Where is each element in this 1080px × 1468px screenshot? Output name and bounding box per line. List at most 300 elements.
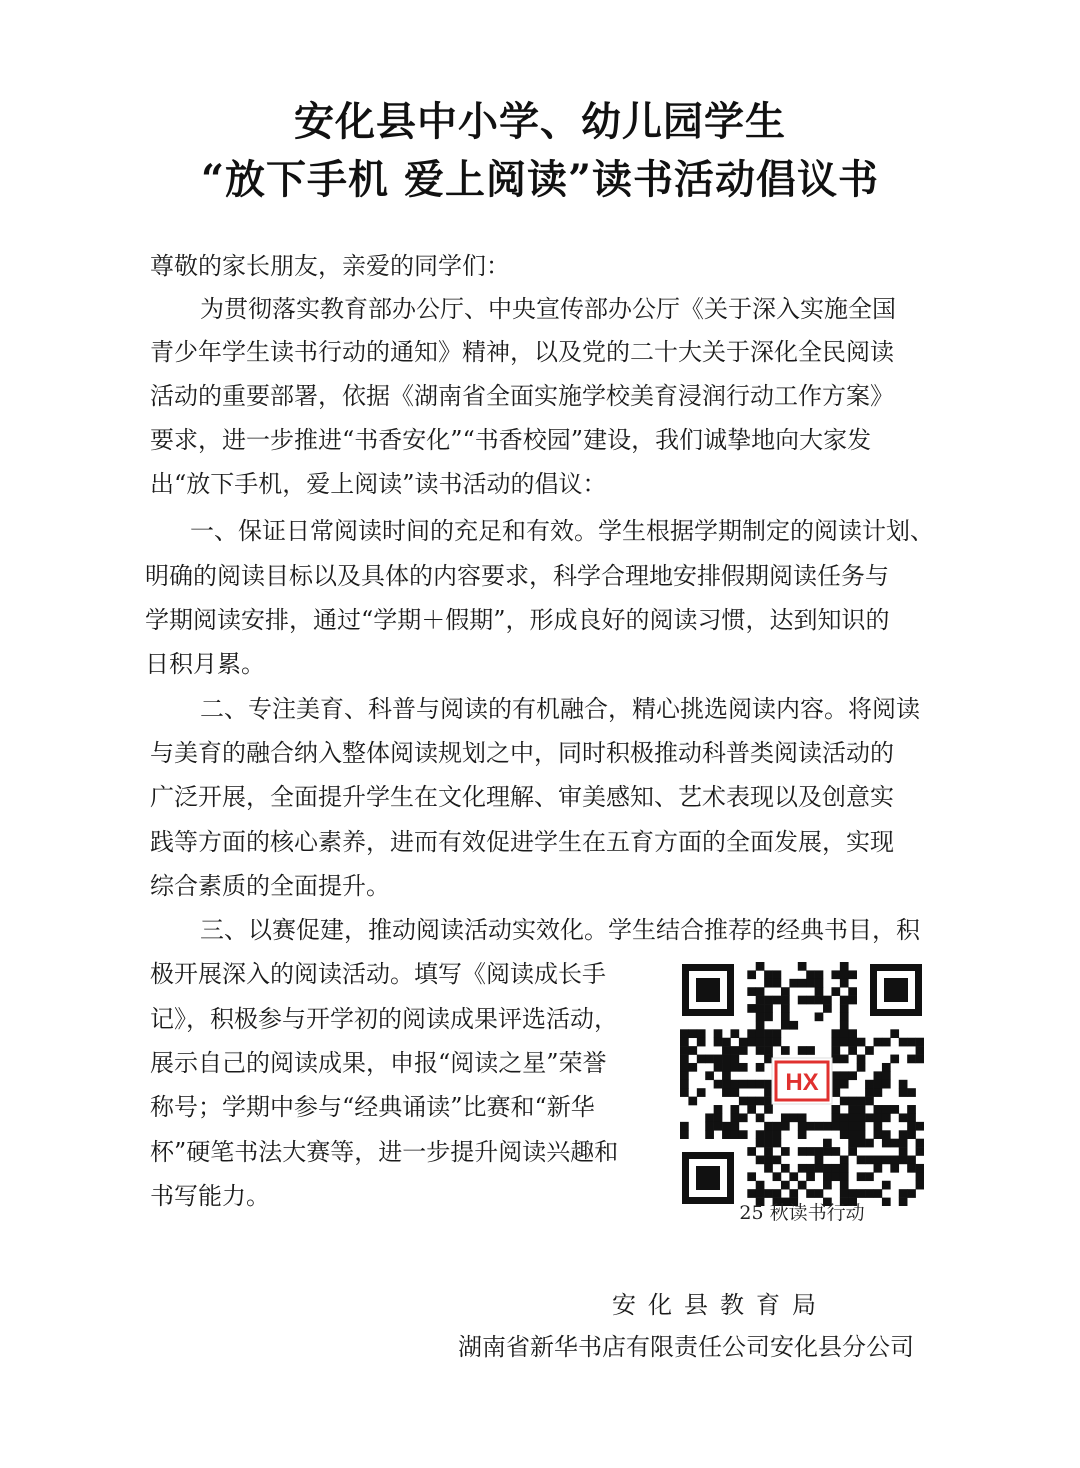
qr-module — [739, 1130, 748, 1139]
qr-module — [756, 1156, 765, 1165]
qr-module — [874, 1122, 883, 1131]
qr-module — [865, 1113, 874, 1122]
qr-module — [865, 1172, 874, 1181]
qr-module — [747, 987, 756, 996]
qr-module — [848, 1105, 857, 1114]
qr-module — [730, 1063, 739, 1072]
qr-module — [848, 1046, 857, 1055]
body-line: 明确的阅读目标以及具体的内容要求，科学合理地安排假期阅读任务与 — [145, 562, 889, 590]
qr-module — [865, 1156, 874, 1165]
qr-module — [756, 1097, 765, 1106]
qr-module — [823, 1139, 832, 1148]
qr-module — [714, 1038, 723, 1047]
qr-module — [848, 1139, 857, 1148]
qr-module — [840, 1021, 849, 1030]
qr-module — [848, 1122, 857, 1131]
qr-module — [714, 1122, 723, 1131]
qr-module — [848, 1130, 857, 1139]
qr-module — [730, 1130, 739, 1139]
qr-module — [899, 1189, 908, 1198]
qr-module — [680, 1122, 689, 1131]
qr-module — [831, 1122, 840, 1131]
qr-logo-text: HX — [785, 1069, 819, 1096]
body-line: 为贯彻落实教育部办公厅、中央宣传部办公厅《关于深入实施全国 — [200, 295, 896, 323]
qr-module — [764, 1139, 773, 1148]
body-line: 广泛开展，全面提升学生在文化理解、审美感知、艺术表现以及创意实 — [150, 783, 894, 811]
qr-module — [840, 1097, 849, 1106]
qr-module — [916, 1139, 924, 1148]
qr-module — [840, 1156, 849, 1165]
qr-module — [831, 1029, 840, 1038]
qr-module — [730, 1122, 739, 1131]
qr-module — [890, 1156, 899, 1165]
qr-module — [848, 1029, 857, 1038]
qr-module — [688, 1063, 697, 1072]
qr-module — [714, 1055, 723, 1064]
qr-module — [815, 970, 824, 979]
qr-module — [680, 1029, 689, 1038]
qr-module — [899, 1147, 908, 1156]
qr-module — [815, 1012, 824, 1021]
qr-module — [789, 1189, 798, 1198]
qr-module — [705, 1122, 714, 1131]
qr-module — [739, 1063, 748, 1072]
qr-module — [798, 1113, 807, 1122]
qr-module — [697, 1055, 706, 1064]
qr-module — [823, 996, 832, 1005]
qr-module — [756, 1139, 765, 1148]
qr-module — [882, 1139, 891, 1148]
qr-module — [773, 1122, 782, 1131]
qr-module — [815, 1164, 824, 1173]
qr-module — [781, 1021, 790, 1030]
qr-module — [831, 1071, 840, 1080]
qr-module — [831, 1105, 840, 1114]
body-line: 三、以赛促建，推动阅读活动实效化。学生结合推荐的经典书目，积 — [200, 916, 920, 944]
qr-module — [857, 1063, 866, 1072]
qr-module — [815, 1147, 824, 1156]
qr-module — [916, 1172, 924, 1181]
qr-module — [730, 1029, 739, 1038]
qr-module — [882, 1113, 891, 1122]
qr-module — [714, 1029, 723, 1038]
qr-module — [722, 1080, 731, 1089]
qr-module — [764, 1046, 773, 1055]
qr-module — [806, 1046, 815, 1055]
qr-module — [781, 1181, 790, 1190]
qr-module — [874, 1156, 883, 1165]
body-line: 践等方面的核心素养，进而有效促进学生在五育方面的全面发展，实现 — [150, 828, 894, 856]
qr-module — [798, 1164, 807, 1173]
qr-module — [840, 1130, 849, 1139]
qr-module — [874, 1105, 883, 1114]
qr-module — [874, 1088, 883, 1097]
qr-module — [916, 1164, 924, 1173]
qr-module — [882, 1071, 891, 1080]
qr-module — [840, 1164, 849, 1173]
qr-module — [882, 1038, 891, 1047]
qr-module — [840, 1012, 849, 1021]
qr-module — [764, 996, 773, 1005]
qr-module — [756, 987, 765, 996]
qr-module — [848, 987, 857, 996]
qr-module — [899, 1088, 908, 1097]
qr-module — [806, 1172, 815, 1181]
body-line: 记》，积极参与开学初的阅读成果评选活动， — [150, 1005, 618, 1033]
qr-module — [781, 1164, 790, 1173]
qr-module — [739, 1046, 748, 1055]
qr-module — [823, 1181, 832, 1190]
qr-module — [773, 1130, 782, 1139]
qr-module — [747, 1080, 756, 1089]
qr-module — [899, 1139, 908, 1148]
qr-module — [857, 1038, 866, 1047]
body-line: 学期阅读安排，通过“学期＋假期”，形成良好的阅读习惯，达到知识的 — [145, 606, 890, 634]
qr-module — [764, 1156, 773, 1165]
qr-module — [756, 1004, 765, 1013]
qr-module — [890, 1105, 899, 1114]
qr-module — [882, 1063, 891, 1072]
qr-module — [705, 1071, 714, 1080]
qr-module — [781, 1046, 790, 1055]
qr-module — [739, 1113, 748, 1122]
qr-module — [848, 1097, 857, 1106]
qr-module — [831, 1113, 840, 1122]
qr-module — [857, 1139, 866, 1148]
qr-module — [756, 1189, 765, 1198]
qr-module — [907, 1113, 916, 1122]
qr-module — [680, 1046, 689, 1055]
qr-module — [798, 996, 807, 1005]
qr-module — [882, 1080, 891, 1089]
qr-module — [823, 1172, 832, 1181]
qr-module — [874, 1113, 883, 1122]
qr-module — [840, 1004, 849, 1013]
qr-module — [747, 1147, 756, 1156]
qr-module — [874, 1130, 883, 1139]
qr-module — [756, 1113, 765, 1122]
qr-module — [730, 1088, 739, 1097]
qr-module — [907, 1156, 916, 1165]
qr-module — [781, 1113, 790, 1122]
qr-module — [806, 979, 815, 988]
qr-module — [840, 979, 849, 988]
qr-module — [857, 1122, 866, 1131]
qr-module — [848, 1038, 857, 1047]
qr-module — [848, 970, 857, 979]
qr-module — [680, 1080, 689, 1089]
qr-module — [798, 1147, 807, 1156]
body-line: 杯”硬笔书法大赛等，进一步提升阅读兴趣和 — [150, 1138, 619, 1166]
qr-module — [764, 1164, 773, 1173]
qr-module — [680, 1038, 689, 1047]
qr-module — [823, 1122, 832, 1131]
qr-module — [840, 1113, 849, 1122]
qr-module — [714, 1105, 723, 1114]
qr-module — [916, 1147, 924, 1156]
qr-module — [806, 1122, 815, 1131]
qr-code-graphic — [680, 962, 924, 1206]
qr-module — [823, 1004, 832, 1013]
qr-module — [781, 996, 790, 1005]
qr-module — [882, 1181, 891, 1190]
qr-module — [747, 1105, 756, 1114]
qr-module — [815, 1189, 824, 1198]
qr-module — [730, 1105, 739, 1114]
qr-module — [714, 1113, 723, 1122]
qr-module — [764, 1122, 773, 1131]
qr-module — [899, 1038, 908, 1047]
signature-org-2: 湖南省新华书店有限责任公司安化县分公司 — [458, 1333, 914, 1361]
qr-module — [798, 1181, 807, 1190]
qr-module — [865, 1189, 874, 1198]
qr-module — [773, 1038, 782, 1047]
qr-module — [857, 1130, 866, 1139]
qr-module — [907, 1122, 916, 1131]
qr-module — [840, 962, 849, 971]
body-line: 极开展深入的阅读活动。填写《阅读成长手 — [150, 960, 606, 988]
qr-module — [882, 1130, 891, 1139]
body-line: 要求，进一步推进“书香安化”“书香校园”建设，我们诚挚地向大家发 — [150, 426, 872, 454]
qr-module — [831, 1055, 840, 1064]
qr-module — [730, 1113, 739, 1122]
qr-module — [798, 1130, 807, 1139]
qr-module — [907, 1038, 916, 1047]
qr-module — [722, 1063, 731, 1072]
qr-module — [739, 1038, 748, 1047]
qr-module — [865, 1088, 874, 1097]
qr-module — [764, 1147, 773, 1156]
qr-module — [730, 1046, 739, 1055]
qr-module — [756, 1181, 765, 1190]
qr-module — [789, 1021, 798, 1030]
qr-module — [756, 962, 765, 971]
qr-module — [739, 1097, 748, 1106]
qr-module — [756, 1080, 765, 1089]
qr-module — [756, 1012, 765, 1021]
qr-module — [907, 1105, 916, 1114]
qr-module — [916, 1046, 924, 1055]
qr-module — [865, 1046, 874, 1055]
qr-module — [831, 1046, 840, 1055]
qr-module — [764, 970, 773, 979]
qr-module — [865, 1080, 874, 1089]
qr-module — [722, 1122, 731, 1131]
body-line: 展示自己的阅读成果，申报“阅读之星”荣誉 — [150, 1049, 607, 1077]
qr-module — [756, 1130, 765, 1139]
qr-module — [831, 1038, 840, 1047]
qr-module — [899, 1080, 908, 1089]
qr-module — [840, 970, 849, 979]
qr-module — [874, 1038, 883, 1047]
qr-module — [840, 1038, 849, 1047]
qr-module — [865, 1097, 874, 1106]
qr-module — [840, 1122, 849, 1131]
title-line-1: 安化县中小学、幼儿园学生 — [294, 98, 786, 145]
qr-module — [739, 1080, 748, 1089]
qr-module — [756, 1063, 765, 1072]
qr-module — [848, 1071, 857, 1080]
qr-module — [806, 970, 815, 979]
qr-module — [680, 1130, 689, 1139]
qr-module — [857, 1189, 866, 1198]
body-line: 一、保证日常阅读时间的充足和有效。学生根据学期制定的阅读计划、 — [190, 517, 934, 545]
body-line: 称号；学期中参与“经典诵读”比赛和“新华 — [150, 1093, 595, 1121]
qr-module — [756, 1021, 765, 1030]
qr-module — [714, 1063, 723, 1072]
qr-module — [764, 979, 773, 988]
qr-module — [764, 1038, 773, 1047]
qr-module — [773, 979, 782, 988]
qr-module — [756, 1038, 765, 1047]
qr-module — [798, 962, 807, 971]
qr-module — [823, 1147, 832, 1156]
qr-module — [722, 1046, 731, 1055]
qr-module — [890, 1139, 899, 1148]
body-line: 出“放下手机，爱上阅读”读书活动的倡议： — [150, 470, 607, 498]
qr-module — [907, 1164, 916, 1173]
qr-module — [705, 1113, 714, 1122]
qr-module — [781, 1012, 790, 1021]
qr-module — [831, 970, 840, 979]
qr-module — [815, 987, 824, 996]
qr-module — [697, 1029, 706, 1038]
qr-module — [865, 1139, 874, 1148]
qr-module — [747, 970, 756, 979]
qr-module — [773, 970, 782, 979]
qr-module — [840, 1181, 849, 1190]
qr-module — [773, 996, 782, 1005]
body-line: 活动的重要部署，依据《湖南省全面实施学校美育浸润行动工作方案》 — [150, 382, 894, 410]
qr-module — [907, 1189, 916, 1198]
qr-module — [890, 1164, 899, 1173]
qr-module — [806, 1147, 815, 1156]
qr-module — [857, 1105, 866, 1114]
qr-module — [840, 1071, 849, 1080]
qr-code[interactable] — [680, 962, 924, 1206]
qr-module — [781, 1147, 790, 1156]
qr-module — [831, 1172, 840, 1181]
qr-module — [831, 987, 840, 996]
qr-module — [722, 1130, 731, 1139]
qr-module — [831, 1147, 840, 1156]
qr-module — [840, 1189, 849, 1198]
qr-module — [773, 1172, 782, 1181]
qr-module — [831, 1088, 840, 1097]
qr-module — [722, 1038, 731, 1047]
qr-module — [806, 996, 815, 1005]
qr-module — [789, 979, 798, 988]
body-line: 书写能力。 — [150, 1182, 270, 1210]
title-line-2: “放下手机 爱上阅读”读书活动倡议书 — [201, 156, 879, 203]
qr-module — [730, 1055, 739, 1064]
qr-module — [857, 1097, 866, 1106]
qr-module — [722, 1055, 731, 1064]
qr-module — [815, 996, 824, 1005]
body-line: 二、专注美育、科普与阅读的有机融合，精心挑选阅读内容。将阅读 — [200, 695, 920, 723]
qr-module — [697, 1088, 706, 1097]
qr-module — [907, 1088, 916, 1097]
qr-module — [874, 1080, 883, 1089]
body-line: 尊敬的家长朋友，亲爱的同学们： — [150, 252, 510, 280]
qr-module — [688, 1097, 697, 1106]
qr-module — [899, 1156, 908, 1165]
qr-module — [764, 1130, 773, 1139]
qr-module — [882, 1156, 891, 1165]
qr-module — [874, 1071, 883, 1080]
qr-module — [916, 1038, 924, 1047]
qr-module — [857, 1113, 866, 1122]
qr-module — [848, 996, 857, 1005]
body-line: 与美育的融合纳入整体阅读规划之中，同时积极推动科普类阅读活动的 — [150, 739, 894, 767]
signature-org-1: 安化县教育局 — [612, 1291, 828, 1319]
qr-module — [840, 1055, 849, 1064]
qr-module — [907, 1130, 916, 1139]
qr-module — [857, 1172, 866, 1181]
qr-module — [688, 1029, 697, 1038]
qr-module — [890, 1029, 899, 1038]
qr-module — [789, 1113, 798, 1122]
body-line: 日积月累。 — [145, 650, 265, 678]
qr-module — [916, 1055, 924, 1064]
qr-module — [781, 1004, 790, 1013]
qr-module — [773, 1139, 782, 1148]
qr-module — [722, 1071, 731, 1080]
qr-module — [764, 1029, 773, 1038]
qr-module — [815, 979, 824, 988]
qr-module — [714, 1080, 723, 1089]
qr-module — [781, 1122, 790, 1131]
body-line: 青少年学生读书行动的通知》精神，以及党的二十大关于深化全民阅读 — [150, 338, 894, 366]
qr-module — [756, 1029, 765, 1038]
qr-module — [680, 1063, 689, 1072]
qr-module — [916, 1181, 924, 1190]
qr-module — [756, 996, 765, 1005]
qr-module — [840, 996, 849, 1005]
qr-module — [848, 1147, 857, 1156]
qr-module — [806, 1189, 815, 1198]
qr-module — [747, 1029, 756, 1038]
qr-module — [680, 1088, 689, 1097]
qr-module — [764, 1189, 773, 1198]
qr-module — [773, 1029, 782, 1038]
qr-module — [680, 1055, 689, 1064]
qr-module — [680, 1071, 689, 1080]
qr-module — [874, 1164, 883, 1173]
qr-module — [857, 1055, 866, 1064]
qr-module — [773, 1189, 782, 1198]
qr-module — [705, 1130, 714, 1139]
qr-module — [697, 1038, 706, 1047]
qr-module — [747, 1172, 756, 1181]
qr-module — [857, 1156, 866, 1165]
qr-module — [848, 1189, 857, 1198]
qr-module — [730, 1080, 739, 1089]
qr-module — [815, 1156, 824, 1165]
qr-module — [848, 1113, 857, 1122]
qr-module — [756, 1046, 765, 1055]
qr-module — [823, 1164, 832, 1173]
qr-module — [899, 1130, 908, 1139]
qr-module — [764, 1105, 773, 1114]
qr-module — [831, 1164, 840, 1173]
qr-module — [798, 1122, 807, 1131]
qr-module — [890, 1055, 899, 1064]
qr-module — [840, 1172, 849, 1181]
qr-module — [688, 1046, 697, 1055]
qr-module — [747, 1004, 756, 1013]
qr-module — [781, 987, 790, 996]
